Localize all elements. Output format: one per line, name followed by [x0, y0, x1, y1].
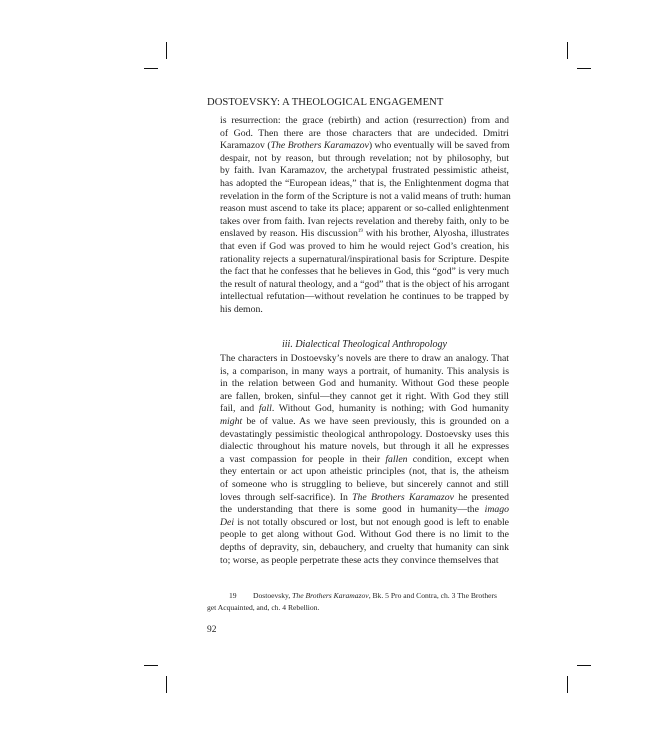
paragraph-1-line-11: that even if God was proved to him he would reject God’s creation, his — [220, 240, 509, 252]
paragraph-1-line-4: despair, not by reason, but through revelation; not by philosophy, but — [220, 152, 509, 164]
paragraph-1-line-6: has adopted the “European ideas,” that is, the Enlightenment dogma that — [220, 177, 509, 189]
crop-mark-bottom-left — [166, 676, 167, 693]
footnote-number: 19 — [229, 591, 237, 600]
paragraph-1-line-10: enslaved by reason. His discussion$^{19}$ with his brother, Alyosha, illustrates — [220, 228, 509, 240]
paragraph-1-line-13: the fact that he confesses that he believes in God, this “god” is very much — [220, 266, 509, 278]
paragraph-1-line-2: of God. Then there are those characters that are undecided. Dmitri — [220, 127, 509, 139]
footnote-line-2: get Acquainted, and, ch. 4 Rebellion. — [207, 602, 320, 612]
crop-mark-bottom-left-h — [144, 665, 158, 666]
paragraph-2-line-2: is, a comparison, in many ways a portrait, of humanity. This analysis is — [220, 365, 509, 377]
paragraph-2-line-8: dialectic throughout his mature novels, but through it all he expresses — [220, 441, 509, 453]
paragraph-2-line-6: might be of value. As we have seen previously, this is grounded on a — [220, 415, 509, 427]
paragraph-2 — [220, 353, 509, 567]
paragraph-2-line-1: The characters in Dostoevsky’s novels are there to draw an analogy. That — [220, 353, 509, 364]
section-heading: iii. Dialectical Theological Anthropology — [282, 339, 447, 350]
paragraph-1-line-1: is resurrection: the grace (rebirth) and action (resurrection) from and — [220, 115, 509, 126]
crop-mark-bottom-right — [567, 676, 568, 693]
paragraph-2-line-13: the understanding that there is some good in humanity—the imago — [220, 504, 509, 516]
paragraph-2-line-4: are fallen, broken, sinful—they cannot get it right. With God they still — [220, 390, 509, 402]
paragraph-1-line-8: reason must ascend to take its place; apparent or so-called enlightenment — [220, 203, 509, 215]
paragraph-1-line-9: takes over from faith. Ivan rejects revelation and thereby faith, only to be — [220, 215, 509, 227]
paragraph-2-line-14: Dei is not totally obscured or lost, but not enough good is left to enable — [220, 516, 509, 528]
footnote-reference: 19 — [357, 229, 363, 235]
page-number: 92 — [207, 625, 217, 635]
paragraph-2-line-17: to; worse, as people perpetrate these acts they convince themselves that — [220, 554, 499, 566]
crop-mark-bottom-right-h — [577, 665, 591, 666]
footnote-line-1 — [207, 590, 509, 602]
crop-mark-top-left — [166, 42, 167, 59]
paragraph-2-line-12: loves through self-sacrifice). In The Brothers Karamazov he presented — [220, 491, 510, 503]
paragraph-1-line-16: his demon. — [220, 303, 263, 315]
crop-mark-top-right-h — [577, 68, 591, 69]
paragraph-1-line-15: intellectual refutation—without revelation he continues to be trapped by — [220, 291, 509, 303]
paragraph-2-line-10: they entertain or act upon atheistic principles (not, that is, the atheism — [220, 466, 509, 478]
paragraph-2-line-11: of someone who is struggling to believe, but sincerely cannot and still — [220, 478, 509, 490]
paragraph-2-line-7: devastatingly pessimistic theological anthropology. Dostoevsky uses this — [220, 428, 509, 440]
crop-mark-top-left-h — [144, 68, 158, 69]
footnote-text-1: Dostoevsky, The Brothers Karamazov, Bk. 5 Pro and Contra, ch. 3 The Brothers — [253, 591, 497, 600]
paragraph-2-line-16: depths of depravity, sin, debauchery, and cruelty that humanity can sink — [220, 541, 509, 553]
paragraph-1-line-12: rationality rejects a supernatural/inspirational basis for Scripture. Despite — [220, 253, 509, 265]
paragraph-1-line-14: the result of natural theology, and a “god” that is the object of his arrogant — [220, 278, 510, 290]
paragraph-2-line-5: fail, and fall. Without God, humanity is nothing; with God humanity — [220, 403, 510, 415]
paragraph-1-line-5: by faith. Ivan Karamazov, the archetypal frustrated pessimistic atheist, — [220, 165, 509, 177]
crop-mark-top-right — [567, 42, 568, 59]
running-head: DOSTOEVSKY: A THEOLOGICAL ENGAGEMENT — [207, 97, 444, 108]
paragraph-2-line-9: a vast compassion for people in their fallen condition, except when — [220, 453, 509, 465]
paragraph-1-line-3: Karamazov (The Brothers Karamazov) who eventually will be saved from — [220, 140, 510, 152]
paragraph-2-line-3: in the relation between God and humanity. Without God these people — [220, 378, 509, 390]
paragraph-1-line-7: revelation in the form of the Scripture is not a valid means of truth: human — [220, 190, 511, 202]
paragraph-2-line-15: people to get along without God. Without God there is no limit to the — [220, 529, 509, 541]
paragraph-1 — [220, 115, 509, 317]
footnote — [207, 590, 509, 613]
